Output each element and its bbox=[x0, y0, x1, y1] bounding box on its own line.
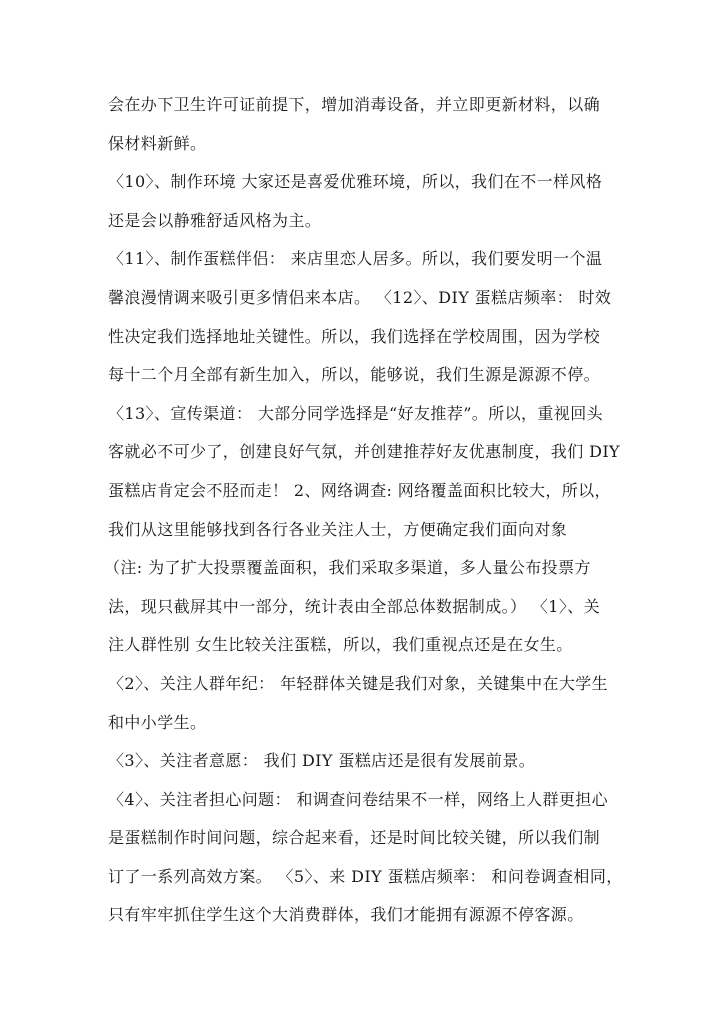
text-line: 〈2〉、关注人群年纪： 年轻群体关键是我们对象，关键集中在大学生 bbox=[108, 673, 609, 693]
text-line: 〈13〉、宣传渠道： 大部分同学选择是“好友推荐”。所以，重视回头 bbox=[108, 403, 604, 423]
text-line: 法，现只截屏其中一部分，统计表由全部总体数据制成。） 〈1〉、关 bbox=[108, 596, 601, 616]
text-line: 我们从这里能够找到各行各业关注人士，方便确定我们面向对象 bbox=[108, 519, 568, 539]
text-line: 性决定我们选择地址关键性。所以，我们选择在学校周围，因为学校 bbox=[108, 326, 601, 346]
document-body bbox=[104, 86, 628, 935]
text-line: 订了一系列高效方案。 〈5〉、来 DIY 蛋糕店频率： 和问卷调查相同， bbox=[108, 866, 623, 886]
text-line: 〈10〉、制作环境 大家还是喜爱优雅环境，所以，我们在不一样风格 bbox=[108, 172, 603, 192]
text-line: （注: 为了扩大投票覆盖面积，我们采取多渠道，多人量公布投票方 bbox=[104, 558, 591, 578]
text-line: 蛋糕店肯定会不胫而走！ 2、网络调查: 网络覆盖面积比较大，所以， bbox=[108, 480, 611, 500]
text-line: 保材料新鲜。 bbox=[108, 133, 207, 153]
text-line: 〈11〉、制作蛋糕伴侣： 来店里恋人居多。所以，我们要发明一个温 bbox=[108, 249, 603, 269]
text-line: 馨浪漫情调来吸引更多情侣来本店。 〈12〉、DIY 蛋糕店频率： 时效 bbox=[108, 287, 612, 307]
text-line: 会在办下卫生许可证前提下，增加消毒设备，并立即更新材料，以确 bbox=[108, 95, 601, 114]
text-line: 〈3〉、关注者意愿： 我们 DIY 蛋糕店还是很有发展前景。 bbox=[108, 751, 536, 771]
text-line: 只有牢牢抓住学生这个大消费群体，我们才能拥有源源不停客源。 bbox=[108, 905, 584, 925]
text-line: 〈4〉、关注者担心问题： 和调查问卷结果不一样，网络上人群更担心 bbox=[108, 789, 609, 809]
text-line: 客就必不可少了，创建良好气氛，并创建推荐好友优惠制度，我们 DIY bbox=[108, 442, 620, 462]
text-line: 还是会以静雅舒适风格为主。 bbox=[108, 210, 322, 230]
text-line: 每十二个月全部有新生加入，所以，能够说，我们生源是源源不停。 bbox=[108, 365, 601, 385]
text-line: 是蛋糕制作时间问题，综合起来看，还是时间比较关键，所以我们制 bbox=[108, 828, 601, 848]
text-line: 注人群性别 女生比较关注蛋糕，所以，我们重视点还是在女生。 bbox=[108, 635, 573, 655]
text-line: 和中小学生。 bbox=[108, 712, 207, 732]
